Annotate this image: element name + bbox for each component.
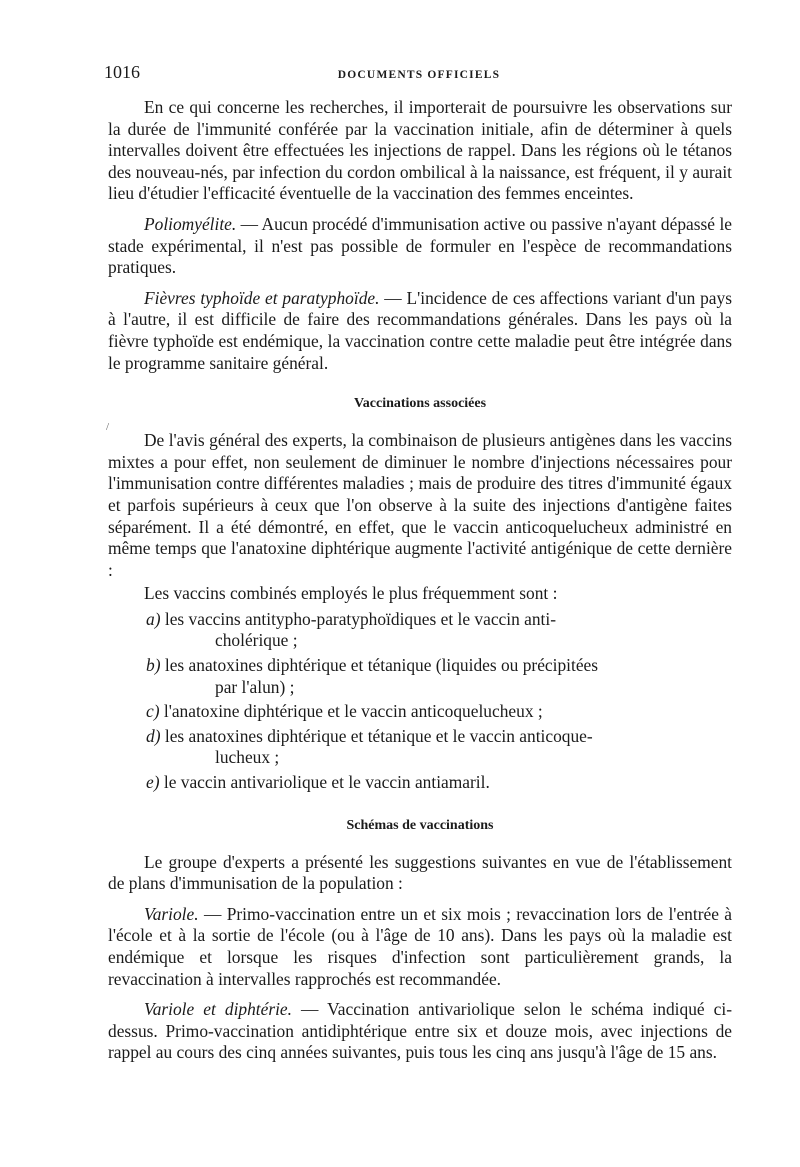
paragraph-smallpox [108,904,732,990]
paragraph-text: — Primo-vaccination entre un et six mois ; revaccination lors de l'entrée à l'école et à la sortie de l'école (ou à l'âge de 10 ans). Dans les pays où la maladie est endémique et lorsque les risques d'infection sont particulièrement grands, la revaccination à intervalles rapprochés est recommandée. [108,903,732,989]
paragraph-poliomyelitis [108,214,732,279]
paragraph-experts-opinion: De l'avis général des experts, la combinaison de plusieurs antigènes dans les vaccins mixtes a pour effet, non seulement de diminuer le nombre d'injections nécessaires pour l'immunisation contre différentes maladies ; mais de produire des titres d'immunité égaux et parfois supérieurs à ceux que l'on observe à la suite des injections d'antigène faites séparément. Il a été démontré, en effet, que le vaccin anticoquelucheux administré en même temps que l'anatoxine diphtérique augmente l'activité antigénique de cette dernière : [108,430,732,580]
page-body [108,97,732,1064]
paragraph-typhoid [108,288,732,374]
list-marker: c) [146,701,160,722]
page-number: 1016 [104,62,140,82]
paragraph-smallpox-diphtheria [108,999,732,1064]
list-item [146,655,732,698]
paragraph-lead: Poliomyélite. [144,213,237,234]
paragraph-combined-vaccines: Les vaccins combinés employés le plus fréquemment sont : [144,583,558,604]
list-item [146,701,732,723]
list-item-text: les anatoxines diphtérique et tétanique et le vaccin anticoque- [164,725,593,746]
list-item [146,772,732,794]
list-item-continuation: cholérique ; [215,630,298,651]
list-marker: e) [146,772,160,793]
running-title: DOCUMENTS OFFICIELS [337,69,501,81]
paragraph-lead: Fièvres typhoïde et paratyphoïde. [144,287,380,308]
page-header [104,62,734,86]
list-marker: d) [146,725,161,746]
paragraph-lead: Variole. [144,903,199,924]
stray-mark: / [106,421,110,433]
list-item-text: le vaccin antivariolique et le vaccin antiamaril. [163,772,490,793]
paragraph-expert-suggestions: Le groupe d'experts a présenté les suggestions suivantes en vue de l'établissement de plans d'immunisation de la population : [108,851,732,894]
list-item-text: les anatoxines diphtérique et tétanique (liquides ou précipitées [164,655,599,676]
list-marker: b) [146,655,161,676]
paragraph-text: — Vaccination antivariolique selon le schéma indiqué ci-dessus. Primo-vaccination antidiphtérique entre six et douze mois, avec injections de rappel au cours des cinq années suivantes, puis tous les cinq ans jusqu'à l'âge de 15 ans. [108,999,733,1063]
list-item [146,726,732,769]
list-item-text: l'anatoxine diphtérique et le vaccin anticoquelucheux ; [163,701,543,722]
list-marker: a) [146,608,161,629]
paragraph-text: — L'incidence de ces affections variant d'un pays à l'autre, il est difficile de faire des recommandations générales. Dans les pays où la fièvre typhoïde est endémique, la vaccination contre cette maladie peut être intégrée dans le programme sanitaire général. [108,287,732,373]
list-item [146,609,732,652]
list-item-continuation: lucheux ; [215,747,280,768]
paragraph-text: — Aucun procédé d'immunisation active ou passive n'ayant dépassé le stade expérimental, il n'est pas possible de formuler en l'espèce de recommandations pratiques. [108,213,732,278]
paragraph-research: En ce qui concerne les recherches, il importerait de poursuivre les observations sur la durée de l'immunité conférée par la vaccination initiale, afin de déterminer à quels intervalles doivent être effectuées les injections de rappel. Dans les régions où le tétanos des nouveau-nés, par infection du cordon ombilical à la naissance, est fréquent, il y aurait lieu d'étudier l'efficacité éventuelle de la vaccination des femmes enceintes. [108,97,732,204]
vaccine-list [108,609,732,794]
section-heading-associated: Vaccinations associées [353,396,487,412]
section-heading-schemas: Schémas de vaccinations [346,817,494,833]
list-item-text: les vaccins antitypho-paratyphoïdiques et le vaccin anti- [164,608,557,629]
list-item-continuation: par l'alun) ; [215,676,295,697]
paragraph-lead: Variole et diphtérie. [144,999,293,1020]
